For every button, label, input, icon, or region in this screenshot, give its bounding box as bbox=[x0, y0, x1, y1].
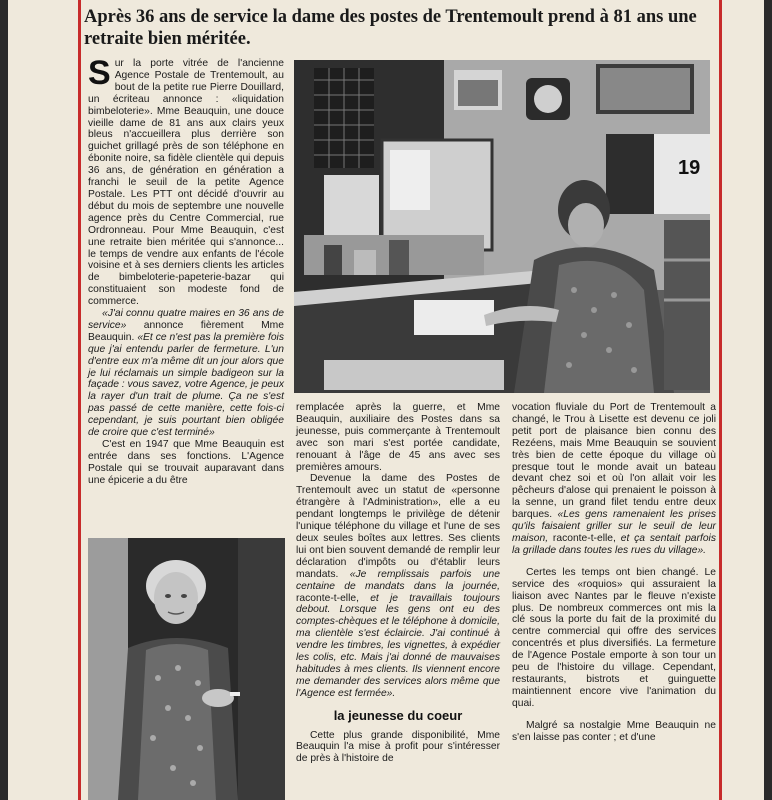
article-column-2 bbox=[296, 402, 500, 765]
col1-paragraph-3: C'est en 1947 que Mme Beauquin est entrée dans ses fonctions. L'Agence Postale qui se trouvait auparavant dans une épicerie a du être bbox=[88, 439, 284, 486]
post-office-photo-illustration bbox=[294, 60, 710, 393]
portrait-photo-illustration bbox=[88, 538, 285, 800]
section-subheading: la jeunesse du coeur bbox=[333, 707, 463, 723]
article-column-3 bbox=[512, 402, 716, 743]
col3-paragraph-3: Malgré sa nostalgie Mme Beauquin ne s'en laisse pas conter ; et d'une bbox=[512, 719, 716, 743]
col2-paragraph-2: Devenue la dame des Postes de Trentemoult avec un statut de «personne étrangère à l'Administration», elle a eu pendant longtemps le privilège de détenir l'unique téléphone du village et l'une de ses deux seules boîtes aux lettres. Ses clients lui ont bien souvent demandé de remplir leur déclaration d'impôts ou d'établir leurs mandats. «Je remplissais parfois une centaine de mandats dans la journée, raconte-t-elle, et je travaillais toujours debout. Lorsque les gens ont eu des comptes-chèques et le téléphone à domicile, ma clientèle s'est éclaircie. J'ai continué à vendre les timbres, les vignettes, à expédier les colis, etc. Mais j'ai donné de mauvaises habitudes à mes clients. Ils viennent encore me demander des services alors même que l'Agence est fermée». bbox=[296, 473, 500, 699]
drop-cap: S bbox=[88, 54, 111, 92]
col3-paragraph-1: vocation fluviale du Port de Trentemoult a changé, le Trou à Lisette est devenu ce joli petit port de plaisance bien connu des Rezéens, mais Mme Beauquin se souvient très bien de cette époque du village où presque tout le monde avait un bateau devant chez soi et où l'on allait voir les pêcheurs d'alose qui prenaient le poisson à la senne, un grand filet tendu entre deux barques. «Les gens ramenaient les prises qu'ils faisaient griller sur le seuil de leur maison, raconte-t-elle, et ça sentait parfois la grillade dans toutes les rues du village». bbox=[512, 402, 716, 556]
calendar-number: 19 bbox=[678, 157, 701, 179]
post-office-interior-photo bbox=[294, 60, 710, 393]
col1-paragraph-1: ur la porte vitrée de l'ancienne Agence Postale de Trentemoult, au bout de la petite rue Pierre Douillard, un écriteau annonce : «liquidation bimbeloterie». Mme Beauquin, une douce vieille dame de 81 ans aux clairs yeux bleus n'accueillera plus derrière son guichet grillagé près de son téléphone en ébonite noire, sa fidèle clientèle qui depuis 36 ans, de génération en génération a franchi le seuil de la petite Agence Postale. Les PTT ont décidé d'ouvrir au début du mois de septembre une nouvelle agence près du Centre Commercial, rue Ordronneau. Pour Mme Beauquin, c'est une retraite bien méritée qui s'annonce... le temps de vendre aux enfants de l'école voisine et à ses derniers clients les articles de bimbeloterie-papeterie-bazar qui constituaient son modeste fond de commerce. bbox=[88, 58, 284, 308]
right-red-rule bbox=[719, 0, 722, 800]
article-column-1 bbox=[88, 54, 284, 487]
col3-paragraph-2: Certes les temps ont bien changé. Le service des «roquios» qui assuraient la liaison avec Nantes par le fleuve n'existe plus. De nombreux commerces ont mis la clé sous la porte du fait de la proximité du centre commercial qui offre des services concentrés et plus diversifiés. La fermeture de l'Agence Postale emporte à son tour un peu de l'histoire du village. Cependant, restaurants, bistrots et guinguette maintiennent encore vive l'animation du quai. bbox=[512, 566, 716, 709]
col1-paragraph-2: «J'ai connu quatre maires en 36 ans de service» annonce fièrement Mme Beauquin. «Et ce n'est pas la première fois que j'ai entendu parler de fermeture. L'un d'entre eux m'a même dit un jour alors que je lui réclamais un simple badigeon sur la façade : vous savez, votre Agence, je peux la rayer d'un trait de plume. Ça ne s'est pas passé de cette manière, cette fois-ci cependant, je suis pourtant bien obligée de croire que c'est terminé» bbox=[88, 308, 284, 439]
left-red-rule bbox=[78, 0, 81, 800]
col2-paragraph-1: remplacée après la guerre, et Mme Beauquin, auxiliaire des Postes dans sa jeunesse, puis commerçante à Trentemoult avec son mari s'est portée candidate, renouant à l'âge de 45 ans avec ses premières amours. bbox=[296, 402, 500, 473]
article-headline: Après 36 ans de service la dame des postes de Trentemoult prend à 81 ans une retraite bien méritée. bbox=[84, 7, 697, 49]
mme-beauquin-portrait-photo bbox=[88, 538, 285, 800]
col2-paragraph-3: Cette plus grande disponibilité, Mme Beauquin l'a mise à profit pour s'intéresser de près à l'histoire de bbox=[296, 729, 500, 765]
newspaper-page bbox=[8, 0, 764, 800]
